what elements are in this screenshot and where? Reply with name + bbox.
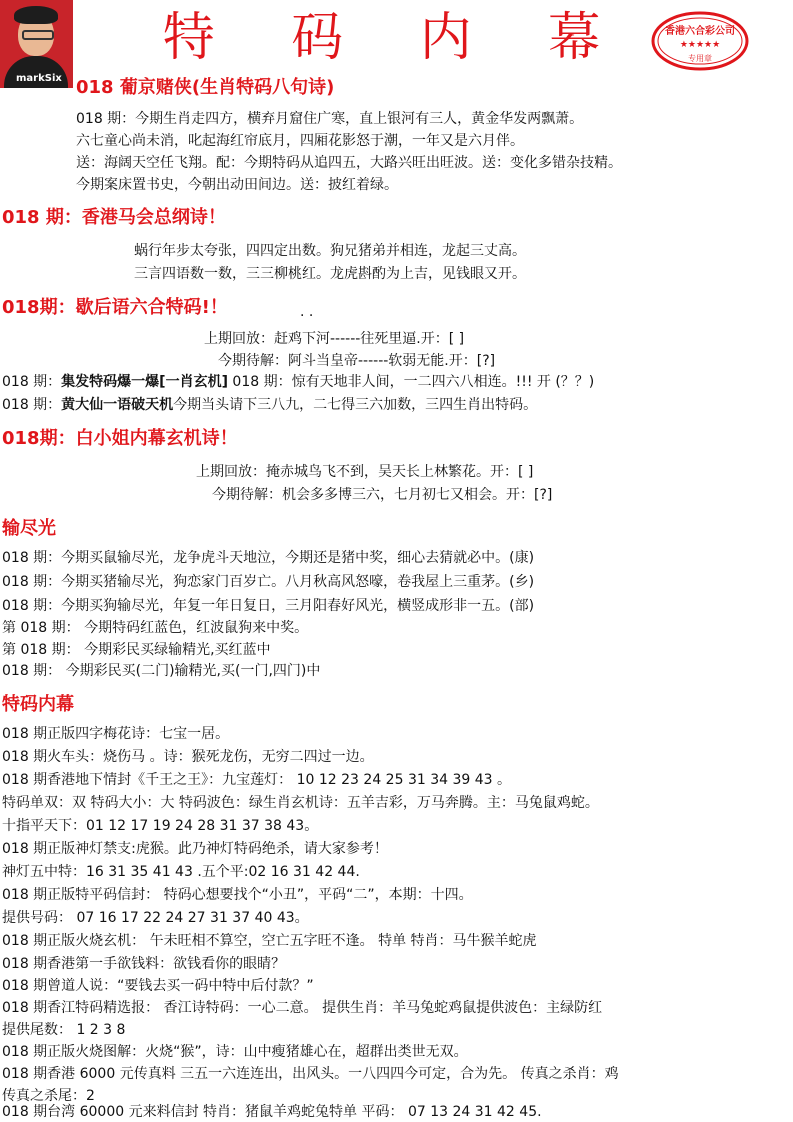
text-line: 018 期台湾 60000 元来料信封 特肖：猪鼠羊鸡蛇兔特单 平码： 07 13 24 31 42 45. [2, 1104, 542, 1120]
text-line: 传真之杀尾：2 [2, 1088, 95, 1104]
svg-text:★★★★★: ★★★★★ [679, 40, 721, 50]
section-heading-lose-all: 输尽光 [2, 518, 56, 539]
text-line: 018 期香江特码精选报： 香江诗特码：一心二意。 提供生肖：羊马兔蛇鸡鼠提供波色：主绿防红 [2, 1000, 603, 1016]
last-period-replay: 上期回放：赶鸡下河------往死里逼.开：[ ] [204, 331, 465, 347]
text-line: 提供尾数： 1 2 3 8 [2, 1022, 126, 1038]
text-line: 018 期： 今期彩民买(二门)输精光,买(一门,四门)中 [2, 663, 321, 679]
text-line: 018 期正版特平码信封： 特码心想要找个“小丑”，平码“二”，本期：十四。 [2, 887, 473, 903]
last-period-replay: 上期回放：掩赤城鸟飞不到，吴天长上林繁花。开：[ ] [196, 464, 534, 480]
text-line: 018 期香港第一手欲钱料：欲钱看你的眼睛？ [2, 956, 286, 972]
text-line: 第 018 期： 今期彩民买绿输精光,买红蓝中 [2, 642, 271, 658]
text-row-jifa [2, 372, 594, 392]
text-line: 提供号码： 07 16 17 22 24 27 31 37 40 43。 [2, 910, 309, 926]
row-rest: 今期当头请下三八九，二七得三六加数，三四生肖出特码。 [173, 397, 538, 413]
svg-text:香港六合彩公司: 香港六合彩公司 [665, 26, 735, 37]
text-line: 018 期：今期买狗输尽光，年复一年日复日，三月阳春好风光，横竖成形非一五。(部) [2, 598, 535, 614]
text-line: 今期案床置书史，今朝出动田间边。送：披红着绿。 [76, 177, 398, 193]
row-prefix: 018 期： [2, 397, 62, 413]
text-line: 六七童心尚未消，叱起海红帘底月，四厢花影怒于潮，一年又是六月伴。 [76, 133, 524, 149]
text-line: 送：海阔天空任飞翔。配：今期特码从追四五，大路兴旺出旺波。送：变化多错杂技精。 [76, 155, 622, 171]
row-rest: 018 期：惊有天地非人间，一二四六八相连。!!! 开 (？？) [227, 374, 595, 390]
section-heading-xiehouyu: 018期：歇后语六合特码!！ [2, 297, 228, 318]
text-line: 第 018 期： 今期特码红蓝色，红波鼠狗来中奖。 [2, 620, 309, 636]
page-title: 特 码 内 幕 [162, 8, 631, 68]
row-bold-title: 集发特码爆一爆[一肖玄机] [61, 374, 228, 390]
row-prefix: 018 期： [2, 374, 62, 390]
text-line: 018 期正版神灯禁支:虎猴。此乃神灯特码绝杀，请大家参考！ [2, 841, 388, 857]
text-line: 018 期：今期买猪输尽光，狗恋家门百岁亡。八月秋高风怒嚎，卷我屋上三重茅。(乡) [2, 574, 535, 590]
decorative-dots: . . [300, 304, 314, 320]
section-heading-macau-gambler: 018 葡京赌侠(生肖特码八句诗) [76, 77, 335, 98]
text-line: 十指平天下：01 12 17 19 24 28 31 37 38 43。 [2, 818, 319, 834]
current-period-riddle: 今期待解：机会多多博三六，七月初七又相会。开：[?] [212, 487, 553, 503]
current-period-riddle: 今期待解：阿斗当皇帝------软弱无能.开：[?] [218, 353, 496, 369]
text-line: 018 期香港地下情封《千王之王》：九宝莲灯： 10 12 23 24 25 31 34 39 43 。 [2, 772, 512, 788]
seal-stamp [650, 10, 750, 72]
text-line: 018 期曾道人说：“要钱去买一码中特中后付款？” [2, 978, 314, 994]
section-heading-miss-bai: 018期：白小姐内幕玄机诗！ [2, 428, 238, 449]
text-row-wong-tai-sin [2, 395, 537, 415]
section-heading-inside-scoop: 特码内幕 [2, 694, 74, 715]
text-line: 018 期正版火烧图解：火烧“猴”，诗：山中瘦猪雄心在，超群出类世无双。 [2, 1044, 468, 1060]
svg-text:专用章: 专用章 [688, 54, 712, 63]
text-line: 特码单双：双 特码大小：大 特码波色：绿生肖玄机诗：五羊吉彩，万马奔腾。主：马兔鼠鸡蛇。 [2, 795, 599, 811]
row-bold-title: 黄大仙一语破天机 [61, 397, 174, 413]
text-line: 018 期正版四字梅花诗：七宝一居。 [2, 726, 230, 742]
text-line: 018 期香港 6000 元传真料 三五一六连连出，出风头。一八四四今可定，合为先。 传真之杀肖：鸡 [2, 1066, 619, 1082]
text-line: 蜗行年步太夸张，四四定出数。狗兄猪弟并相连，龙起三丈高。 [134, 243, 526, 259]
text-line: 018 期：今期生肖走四方，横弃月窟住广寒，直上银河有三人，黄金华发两飘萧。 [76, 111, 584, 127]
text-line: 三言四语数一数，三三柳桃红。龙虎斟酌为上吉，见钱眼又开。 [134, 266, 526, 282]
avatar-watermark: markSix [16, 73, 62, 84]
section-heading-hk-jockey-poem: 018 期：香港马会总纲诗！ [2, 207, 226, 228]
text-line: 018 期火车头：烧伤马 。诗：猴死龙伤，无穷二四过一边。 [2, 749, 374, 765]
text-line: 神灯五中特：16 31 35 41 43 .五个平:02 16 31 42 44. [2, 864, 360, 880]
text-line: 018 期正版火烧玄机： 午未旺相不算空，空亡五字旺不逢。 特单 特肖：马牛猴羊蛇虎 [2, 933, 537, 949]
text-line: 018 期：今期买鼠输尽光，龙争虎斗天地泣，今期还是猪中奖，细心去猜就必中。(康) [2, 550, 535, 566]
